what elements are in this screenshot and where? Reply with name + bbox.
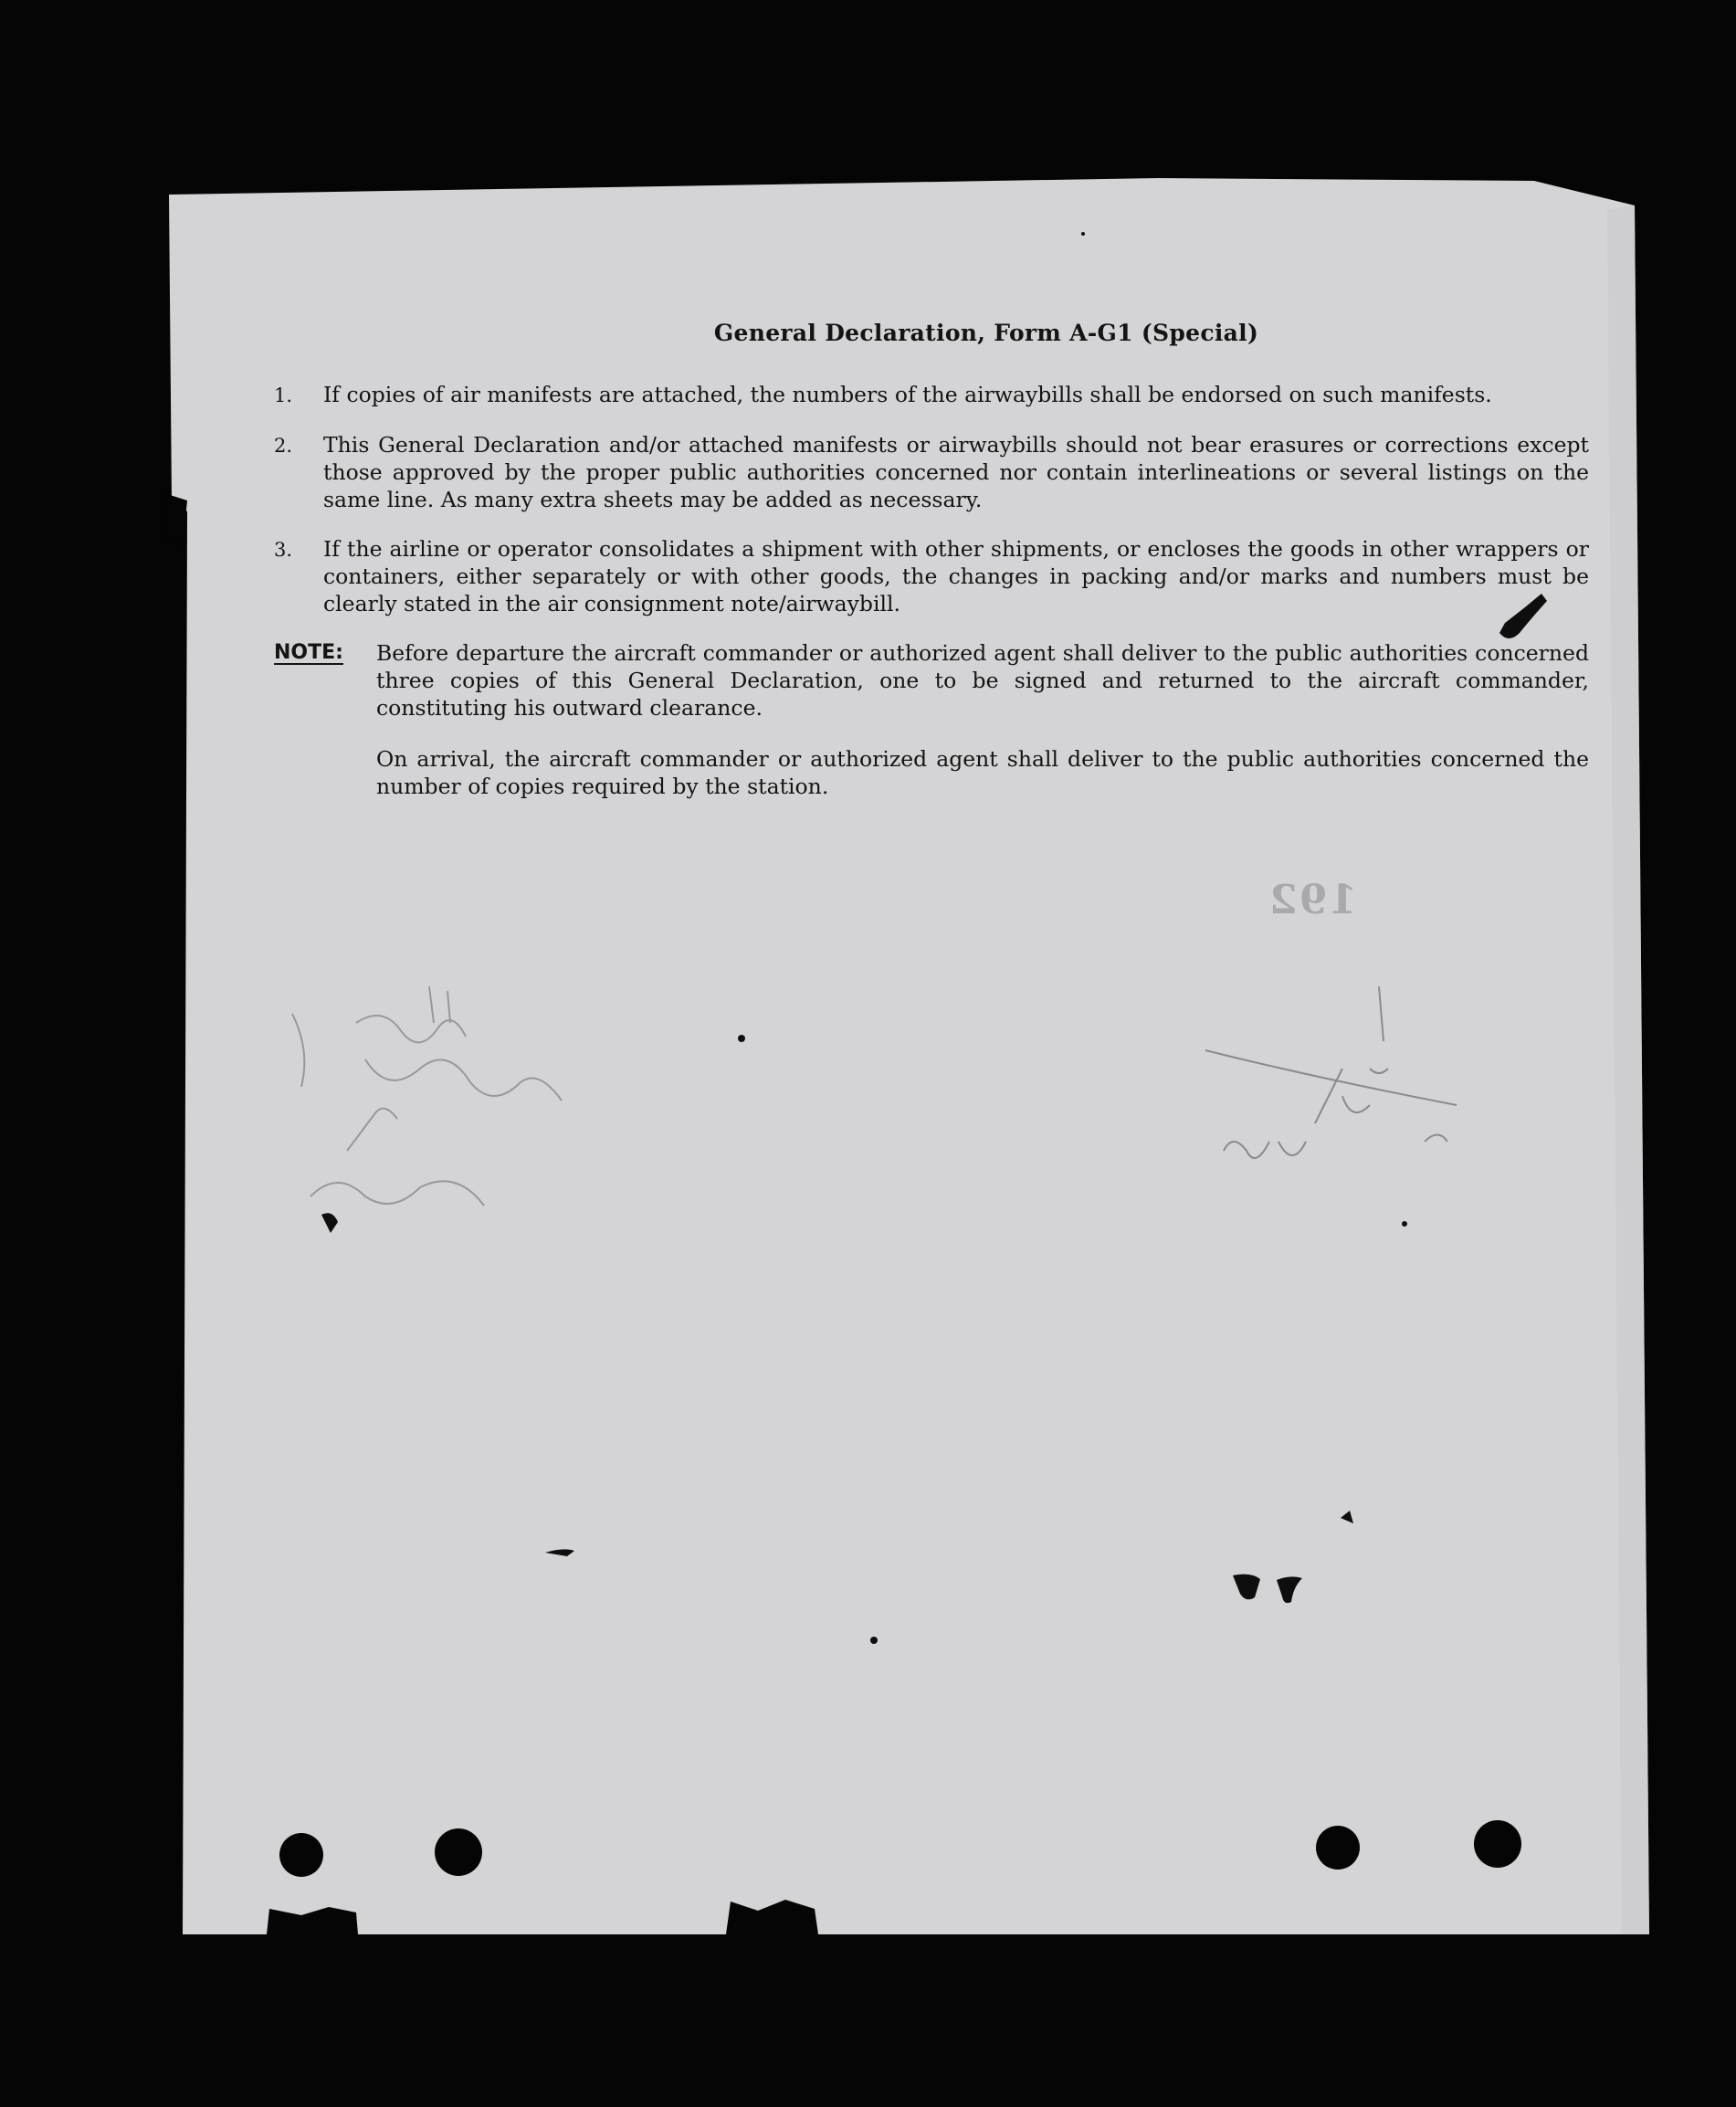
item-number: 1.: [274, 385, 293, 406]
item-text: If the airline or operator consolidates a shipment with other shipments, or encloses the goods in other wrappers or containers, either separately or with other goods, the changes in packing and/or marks and numbers must be clearly stated in the air consignment note/airwaybill.: [323, 536, 1589, 616]
punch-hole: [435, 1828, 482, 1876]
item-text: This General Declaration and/or attached manifests or airwaybills should not bear erasures or corrections except those approved by the proper public authorities concerned nor contain interlineations or several listings on the same line. As many extra sheets may be added as necessary.: [323, 432, 1589, 512]
bleed-through-stamp-number: 192: [1268, 877, 1357, 923]
note-paragraph-departure: Before departure the aircraft commander or authorized agent shall deliver to the public authorities concerned three copies of this General Declaration, one to be signed and returned to the aircraft commander, constituting his outward clearance.: [376, 640, 1589, 721]
note-label: NOTE:: [274, 641, 343, 664]
punch-hole: [279, 1833, 323, 1877]
faint-signature-left: [292, 986, 562, 1206]
note-paragraph-arrival: On arrival, the aircraft commander or authorized agent shall deliver to the public authorities concerned the number of copies required by the station.: [376, 746, 1589, 799]
item-number: 2.: [274, 435, 293, 457]
punch-hole: [1316, 1826, 1360, 1870]
ink-blots: [321, 232, 1547, 1644]
punch-hole: [1474, 1820, 1521, 1868]
item-number: 3.: [274, 539, 293, 561]
item-text: If copies of air manifests are attached, the numbers of the airwaybills shall be endorsed on such manifests.: [323, 382, 1492, 407]
faint-signature-right: [1205, 986, 1457, 1158]
page-title: General Declaration, Form A-G1 (Special): [713, 320, 1259, 346]
punch-holes: [279, 1820, 1521, 1877]
